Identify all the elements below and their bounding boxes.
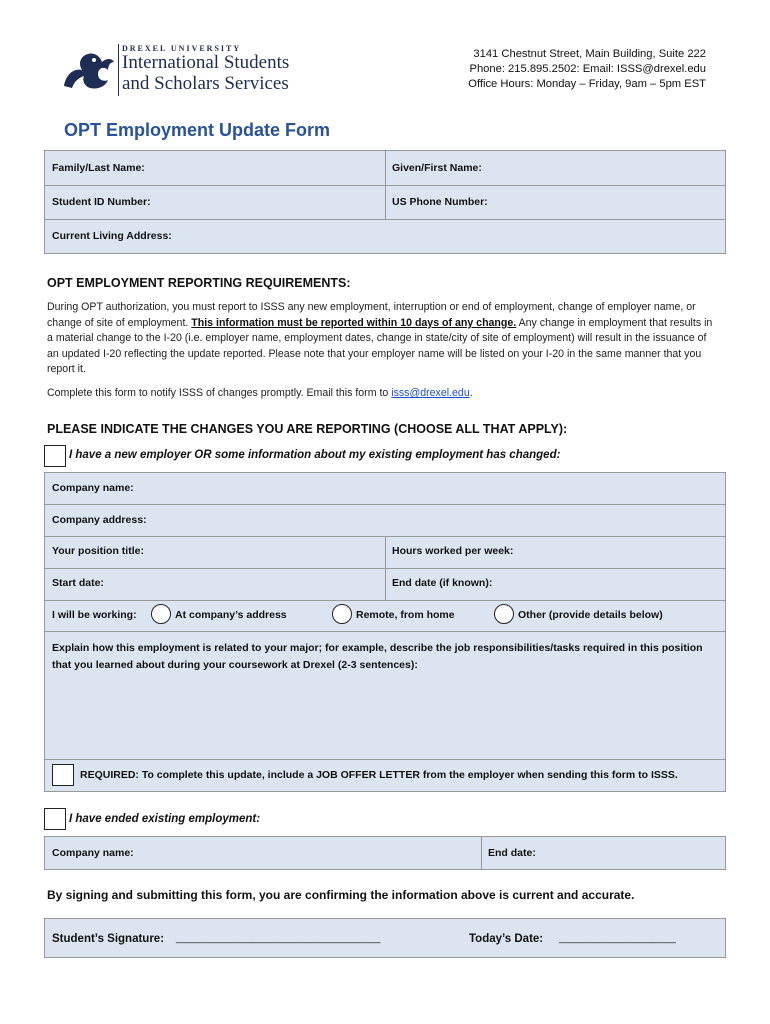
start-date-field[interactable]: Start date: [52,577,104,589]
radio-remote-label: Remote, from home [356,609,455,621]
ended-company-name-field[interactable]: Company name: [52,847,134,859]
signature-label: Student’s Signature: [52,933,165,945]
new-employer-label: I have a new employer OR some information about my existing employment has changed: [69,449,561,461]
isss-logo [60,42,310,98]
row-divider [45,631,725,632]
living-address-field[interactable]: Current Living Address: [52,230,172,242]
position-title-field[interactable]: Your position title: [52,545,144,557]
row-divider [45,600,725,601]
requirements-text-a: During OPT authorization, you must report to ISSS any new employment, interruption or end of employment, change of employer name, or change of site of employment. [47,301,696,329]
requirements-heading: OPT EMPLOYMENT REPORTING REQUIREMENTS: [47,276,351,290]
ended-employment-label: I have ended existing employment: [69,813,261,825]
column-divider [385,151,386,219]
last-name-field[interactable]: Family/Last Name: [52,162,145,174]
logo-line-1: International Students [122,52,290,73]
offer-letter-requirement: REQUIRED: To complete this update, include a JOB OFFER LETTER from the employer when sending this form to ISSS. [80,769,678,781]
offer-letter-checkbox[interactable] [52,764,74,786]
row-divider [45,219,725,220]
date-line[interactable]: ____________________ [559,932,676,944]
radio-remote[interactable] [332,604,352,624]
working-location-label: I will be working: [52,609,137,621]
radio-other-label: Other (provide details below) [518,609,663,621]
requirements-deadline: This information must be reported within 10 days of any change. [191,316,517,329]
office-address-block [468,47,706,92]
explain-employment-field[interactable]: Explain how this employment is related to your major; for example, describe the job responsibilities/tasks required in this position that you learned about during your coursework at Drexel (2-3 sentences): [52,642,703,671]
logo-divider [118,44,119,96]
changes-heading: PLEASE INDICATE THE CHANGES YOU ARE REPORTING (CHOOSE ALL THAT APPLY): [47,422,568,436]
email-instructions-text: Complete this form to notify ISSS of changes promptly. Email this form to [47,387,392,399]
row-divider [45,504,725,505]
signature-line[interactable]: ___________________________________ [176,932,381,944]
dragon-icon [60,46,116,92]
logo-line-2: and Scholars Services [122,73,289,94]
company-address-field[interactable]: Company address: [52,514,147,526]
student-id-field[interactable]: Student ID Number: [52,196,151,208]
isss-email-link[interactable]: isss@drexel.edu [391,387,470,399]
company-name-field[interactable]: Company name: [52,482,134,494]
date-label: Today’s Date: [469,933,544,945]
ended-employment-checkbox[interactable] [44,808,66,830]
email-instructions [47,386,717,402]
row-divider [45,759,725,760]
ended-end-date-field[interactable]: End date: [488,847,536,859]
phone-field[interactable]: US Phone Number: [392,196,488,208]
ended-employment-table [44,836,726,870]
requirements-text-b: Any change in employment that results in a material change to the I-20 (i.e. employer name, employment dates, change in state/city of site of employment) will result in the issuance of an updated I-20 reflecting the update reported. Please note that your employer name will be listed on your I-20 in the same manner that you report it. [47,316,713,376]
radio-company-address-label: At company’s address [175,609,287,621]
office-hours: Office Hours: Monday – Friday, 9am – 5pm EST [468,78,706,90]
requirements-paragraph [47,300,717,378]
office-address: 3141 Chestnut Street, Main Building, Suite 222 [473,48,706,60]
end-date-known-field[interactable]: End date (if known): [392,577,493,589]
office-contact: Phone: 215.895.2502: Email: ISSS@drexel.edu [469,63,706,75]
radio-company-address[interactable] [151,604,171,624]
column-divider [385,536,386,600]
hours-per-week-field[interactable]: Hours worked per week: [392,545,514,557]
email-instructions-end: . [469,387,473,399]
logo-university: DREXEL UNIVERSITY [122,44,242,53]
confirmation-statement: By signing and submitting this form, you are confirming the information above is current and accurate. [47,888,635,902]
new-employer-checkbox[interactable] [44,445,66,467]
radio-other[interactable] [494,604,514,624]
column-divider [481,837,482,869]
form-title: OPT Employment Update Form [64,120,331,140]
first-name-field[interactable]: Given/First Name: [392,162,482,174]
